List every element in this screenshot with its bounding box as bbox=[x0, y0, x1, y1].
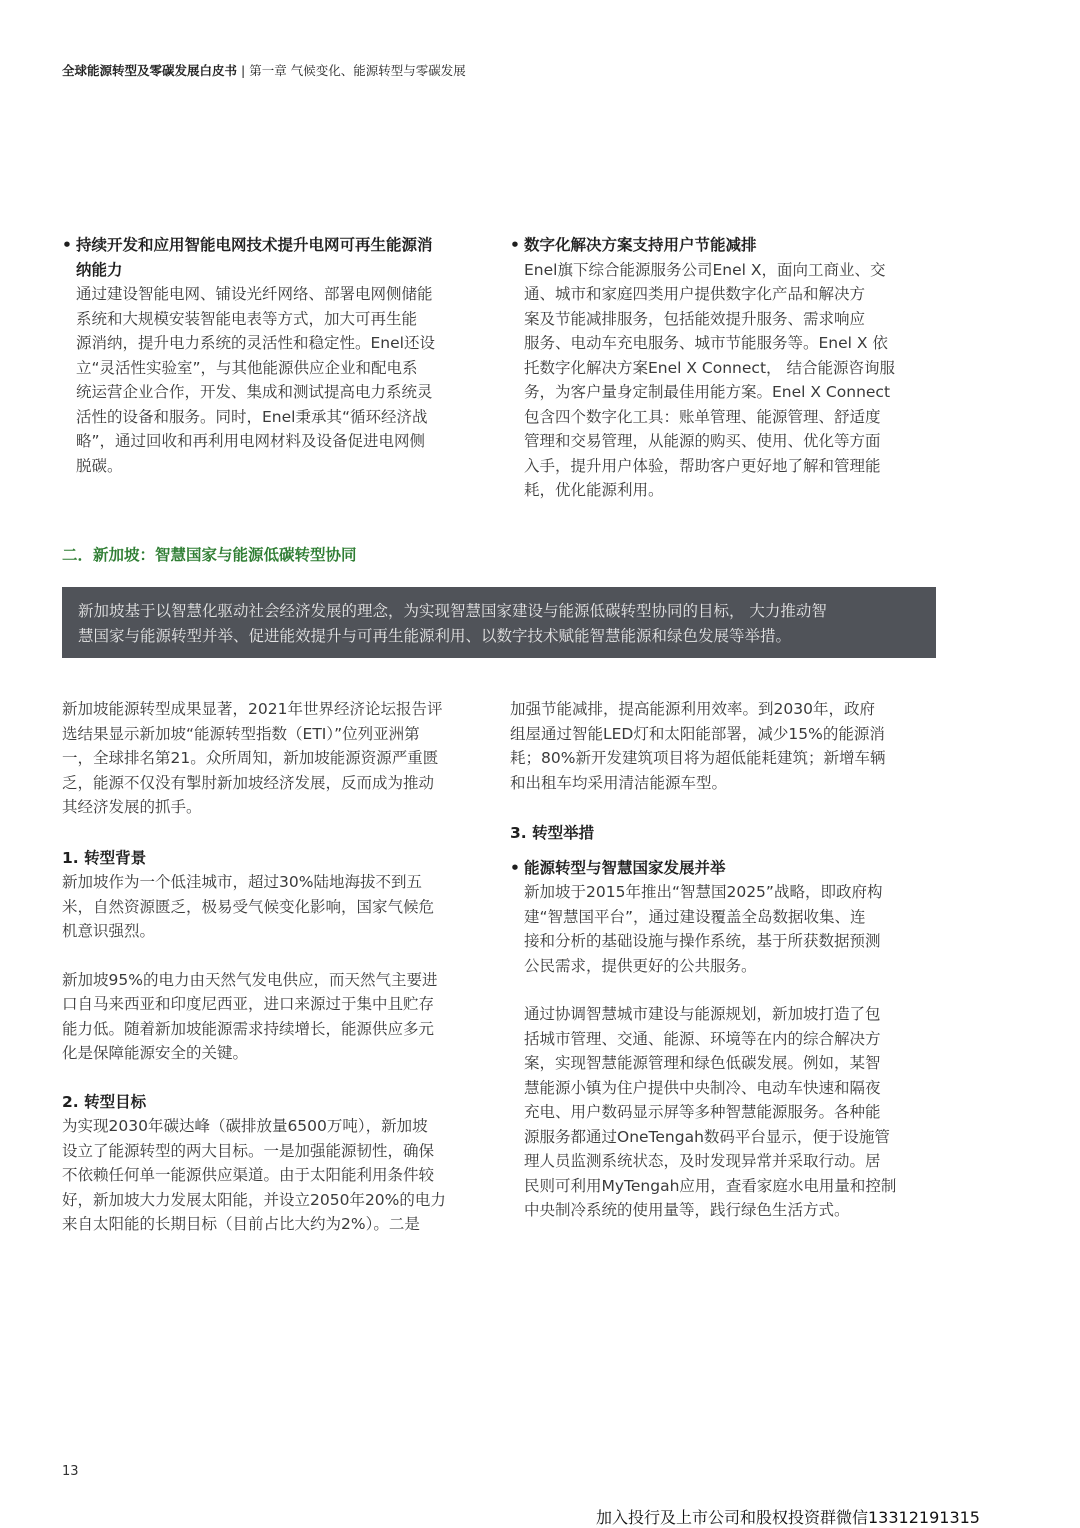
body-line: 服务、电动车充电服务、城市节能服务等。Enel X 依 bbox=[524, 334, 888, 352]
body-line: 管理和交易管理，从能源的购买、使用、优化等方面 bbox=[524, 432, 881, 450]
body-line: 新加坡于2015年推出“智慧国2025”战略，即政府构 bbox=[524, 883, 883, 901]
body-line: 公民需求，提供更好的公共服务。 bbox=[524, 956, 757, 975]
goals-paragraph bbox=[62, 1114, 492, 1237]
heading-goals: 2. 转型目标 bbox=[62, 1092, 147, 1111]
digital-solutions-heading bbox=[510, 233, 940, 258]
body-line: 入手，提升用户体验，帮助客户更好地了解和管理能 bbox=[524, 456, 881, 475]
chapter-title: 第一章 气候变化、能源转型与零碳发展 bbox=[249, 63, 466, 78]
body-line: 建“智慧国平台”，通过建设覆盖全岛数据收集、连 bbox=[524, 907, 866, 926]
body-line: 括城市管理、交通、能源、环境等在内的综合解决方 bbox=[524, 1029, 881, 1048]
smart-grid-heading-line-1: 持续开发和应用智能电网技术提升电网可再生能源消 bbox=[76, 236, 433, 254]
measures-paragraph-2 bbox=[510, 1002, 940, 1223]
body-line: 中央制冷系统的使用量等，践行绿色生活方式。 bbox=[524, 1201, 850, 1219]
bullet-icon: • bbox=[510, 858, 520, 877]
intro-paragraph bbox=[62, 697, 492, 820]
body-line: 和出租车均采用清洁能源车型。 bbox=[510, 773, 728, 792]
callout-line: 慧国家与能源转型并举、促进能效提升与可再生能源利用、以数字技术赋能智慧能源和绿色发展等举措。 bbox=[78, 626, 792, 645]
body-line: 乏，能源不仅没有掣肘新加坡经济发展，反而成为推动 bbox=[62, 773, 435, 792]
body-line: 接和分析的基础设施与操作系统，基于所获数据预测 bbox=[524, 932, 881, 950]
body-line: 脱碳。 bbox=[76, 456, 123, 475]
singapore-right-column bbox=[510, 697, 940, 1223]
body-line: 耗；80%新开发建筑项目将为超低能耗建筑；新增车辆 bbox=[510, 749, 886, 767]
body-line: Enel旗下综合能源服务公司Enel X，面向工商业、交 bbox=[524, 260, 886, 279]
body-line: 源服务都通过OneTengah数码平台显示，便于设施管 bbox=[524, 1127, 890, 1146]
body-line: 组屋通过智能LED灯和太阳能部署，减少15%的能源消 bbox=[510, 724, 885, 743]
body-line: 好，新加坡大力发展太阳能，并设立2050年20%的电力 bbox=[62, 1190, 446, 1209]
body-line: 其经济发展的抓手。 bbox=[62, 798, 202, 816]
body-line: 活性的设备和服务。同时，Enel秉承其“循环经济战 bbox=[76, 407, 428, 426]
body-line: 通、城市和家庭四类用户提供数字化产品和解决方 bbox=[524, 285, 866, 303]
section-title-singapore: 二．新加坡：智慧国家与能源低碳转型协同 bbox=[62, 546, 357, 564]
bullet-icon: • bbox=[62, 236, 72, 254]
body-line: 慧能源小镇为住户提供中央制冷、电动车快速和隔夜 bbox=[524, 1078, 881, 1097]
body-line: 化是保障能源安全的关键。 bbox=[62, 1044, 249, 1062]
body-line: 充电、用户数码显示屏等多种智慧能源服务。各种能 bbox=[524, 1103, 881, 1121]
body-line: 案及节能减排服务，包括能效提升服务、需求响应 bbox=[524, 309, 866, 328]
body-line: 包含四个数字化工具：账单管理、能源管理、舒适度 bbox=[524, 407, 881, 426]
body-line: 设立了能源转型的两大目标。一是加强能源韧性，确保 bbox=[62, 1141, 435, 1160]
page-number: 13 bbox=[62, 1464, 79, 1479]
singapore-left-column bbox=[62, 697, 492, 1237]
digital-solutions-heading-text: 数字化解决方案支持用户节能减排 bbox=[524, 236, 757, 254]
body-line: 源消纳，提升电力系统的灵活性和稳定性。Enel还设 bbox=[76, 334, 435, 352]
body-line: 机意识强烈。 bbox=[62, 922, 156, 940]
body-line: 民则可利用MyTengah应用，查看家庭水电用量和控制 bbox=[524, 1176, 897, 1195]
body-line: 为实现2030年碳达峰（碳排放量6500万吨），新加坡 bbox=[62, 1117, 428, 1135]
measures-bullet-heading bbox=[510, 856, 940, 881]
digital-solutions-body bbox=[510, 258, 940, 503]
body-line: 一，全球排名第21。众所周知，新加坡能源资源严重匮 bbox=[62, 749, 439, 767]
summary-callout bbox=[62, 587, 936, 658]
smart-grid-heading bbox=[62, 233, 492, 282]
body-line: 口自马来西亚和印度尼西亚，进口来源过于集中且贮存 bbox=[62, 995, 435, 1013]
footer-note: 加入投行及上市公司和股权投资群微信13312191315 bbox=[596, 1508, 980, 1527]
smart-grid-body bbox=[62, 282, 492, 478]
body-line: 新加坡能源转型成果显著，2021年世界经济论坛报告评 bbox=[62, 700, 443, 718]
heading-background: 1. 转型背景 bbox=[62, 848, 147, 867]
callout-line: 新加坡基于以智慧化驱动社会经济发展的理念，为实现智慧国家建设与能源低碳转型协同的目标， 大力推动智 bbox=[78, 602, 827, 620]
body-line: 通过协调智慧城市建设与能源规划，新加坡打造了包 bbox=[524, 1005, 881, 1023]
body-line: 通过建设智能电网、铺设光纤网络、部署电网侧储能 bbox=[76, 285, 433, 303]
smart-grid-heading-line-2: 纳能力 bbox=[76, 260, 123, 279]
header-separator: | bbox=[241, 63, 246, 78]
continuation-paragraph bbox=[510, 697, 940, 795]
body-line: 新加坡作为一个低洼城市，超过30%陆地海拔不到五 bbox=[62, 873, 422, 891]
body-line: 能力低。随着新加坡能源需求持续增长，能源供应多元 bbox=[62, 1019, 435, 1038]
body-line: 立“灵活性实验室”，与其他能源供应企业和配电系 bbox=[76, 358, 418, 377]
background-paragraph-1 bbox=[62, 870, 492, 944]
body-line: 来自太阳能的长期目标（目前占比大约为2%）。二是 bbox=[62, 1215, 420, 1233]
body-line: 米，自然资源匮乏，极易受气候变化影响，国家气候危 bbox=[62, 897, 435, 916]
document-title: 全球能源转型及零碳发展白皮书 bbox=[62, 63, 238, 78]
body-line: 选结果显示新加坡“能源转型指数（ETI）”位列亚洲第 bbox=[62, 724, 420, 743]
smart-grid-section bbox=[62, 233, 492, 478]
heading-measures: 3. 转型举措 bbox=[510, 824, 595, 842]
body-line: 务，为客户量身定制最佳用能方案。Enel X Connect bbox=[524, 383, 891, 401]
digital-solutions-section bbox=[510, 233, 940, 503]
running-header bbox=[62, 61, 466, 79]
body-line: 统运营企业合作，开发、集成和测试提高电力系统灵 bbox=[76, 383, 433, 401]
body-line: 案，实现智慧能源管理和绿色低碳发展。例如，某智 bbox=[524, 1054, 881, 1072]
bullet-icon: • bbox=[510, 236, 520, 254]
body-line: 理人员监测系统状态，及时发现异常并采取行动。居 bbox=[524, 1152, 881, 1170]
body-line: 略”，通过回收和再利用电网材料及设备促进电网侧 bbox=[76, 432, 426, 450]
body-line: 托数字化解决方案Enel X Connect， 结合能源咨询服 bbox=[524, 358, 895, 377]
body-line: 不依赖任何单一能源供应渠道。由于太阳能利用条件较 bbox=[62, 1166, 435, 1184]
body-line: 新加坡95%的电力由天然气发电供应，而天然气主要进 bbox=[62, 970, 438, 989]
measures-paragraph-1 bbox=[510, 880, 940, 978]
body-line: 系统和大规模安装智能电表等方式，加大可再生能 bbox=[76, 309, 418, 328]
background-paragraph-2 bbox=[62, 968, 492, 1066]
measures-bullet-heading-text: 能源转型与智慧国家发展并举 bbox=[524, 858, 726, 877]
body-line: 加强节能减排，提高能源利用效率。到2030年，政府 bbox=[510, 700, 875, 718]
body-line: 耗，优化能源利用。 bbox=[524, 481, 664, 499]
